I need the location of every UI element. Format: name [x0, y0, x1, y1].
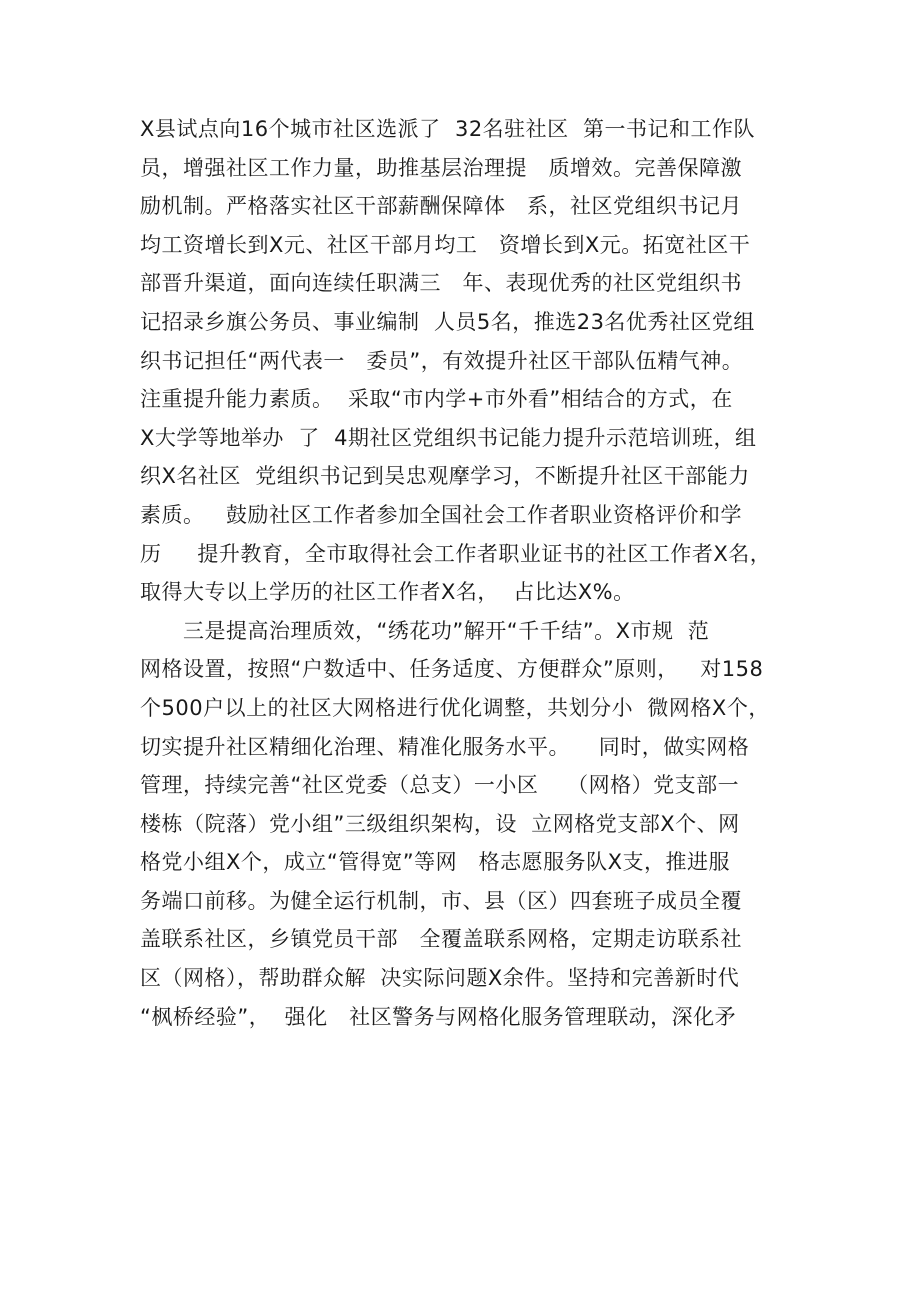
text-line: 格党小组X个，成立“管得宽”等网 格志愿服务队X支，推进服 [140, 850, 731, 875]
text-line: 取得大专以上学历的社区工作者X名， 占比达X%。 [140, 580, 635, 605]
text-line: 三是提高治理质效，“绣花功”解开“千千结”。X市规 范 [140, 618, 710, 643]
text-line: 盖联系社区，乡镇党员干部 全覆盖联系网格，定期走访联系社 [140, 927, 743, 952]
text-line: 管理，持续完善“社区党委（总支）一小区 （网格）党支部一 [140, 773, 740, 798]
text-line: 部晋升渠道，面向连续任职满三 年、表现优秀的社区党组织书 [140, 271, 743, 296]
text-line: 注重提升能力素质。 采取“市内学+市外看”相结合的方式，在 [140, 387, 733, 412]
text-line: 楼栋（院落）党小组”三级组织架构，设 立网格党支部X个、网 [140, 811, 740, 836]
text-line: 切实提升社区精细化治理、精准化服务水平。 同时，做实网格 [140, 734, 750, 759]
text-line: “枫桥经验”， 强化 社区警务与网格化服务管理联动，深化矛 [140, 1004, 737, 1029]
text-line: 织书记担任“两代表一 委员”，有效提升社区干部队伍精气神。 [140, 348, 744, 373]
text-line: 素质。 鼓励社区工作者参加全国社会工作者职业资格评价和学 [140, 502, 743, 527]
text-line: 历 提升教育，全市取得社会工作者职业证书的社区工作者X名， [140, 541, 772, 566]
text-line: 均工资增长到X元、社区干部月均工 资增长到X元。拓宽社区干 [140, 232, 751, 257]
text-line: 记招录乡旗公务员、事业编制 人员5名，推选23名优秀社区党组 [140, 309, 755, 334]
body-text [140, 110, 800, 1036]
text-line: X县试点向16个城市社区选派了 32名驻社区 第一书记和工作队 [140, 117, 756, 141]
text-line: X大学等地举办 了 4期社区党组织书记能力提升示范培训班，组 [140, 425, 757, 450]
text-line: 网格设置，按照“户数适中、任务适度、方便群众”原则， 对158 [140, 657, 764, 682]
text-line: 励机制。严格落实社区干部薪酬保障体 系，社区党组织书记月 [140, 194, 743, 219]
text-line: 区（网格），帮助群众解 决实际问题X余件。坚持和完善新时代 [140, 966, 740, 991]
text-line: 务端口前移。为健全运行机制，市、县（区）四套班子成员全覆 [140, 888, 742, 913]
text-line: 员，增强社区工作力量，助推基层治理提 质增效。完善保障激 [140, 155, 743, 180]
text-line: 个500户以上的社区大网格进行优化调整，共划分小 微网格X个， [140, 695, 770, 720]
text-line: 织X名社区 党组织书记到吴忠观摩学习，不断提升社区干部能力 [140, 464, 750, 489]
